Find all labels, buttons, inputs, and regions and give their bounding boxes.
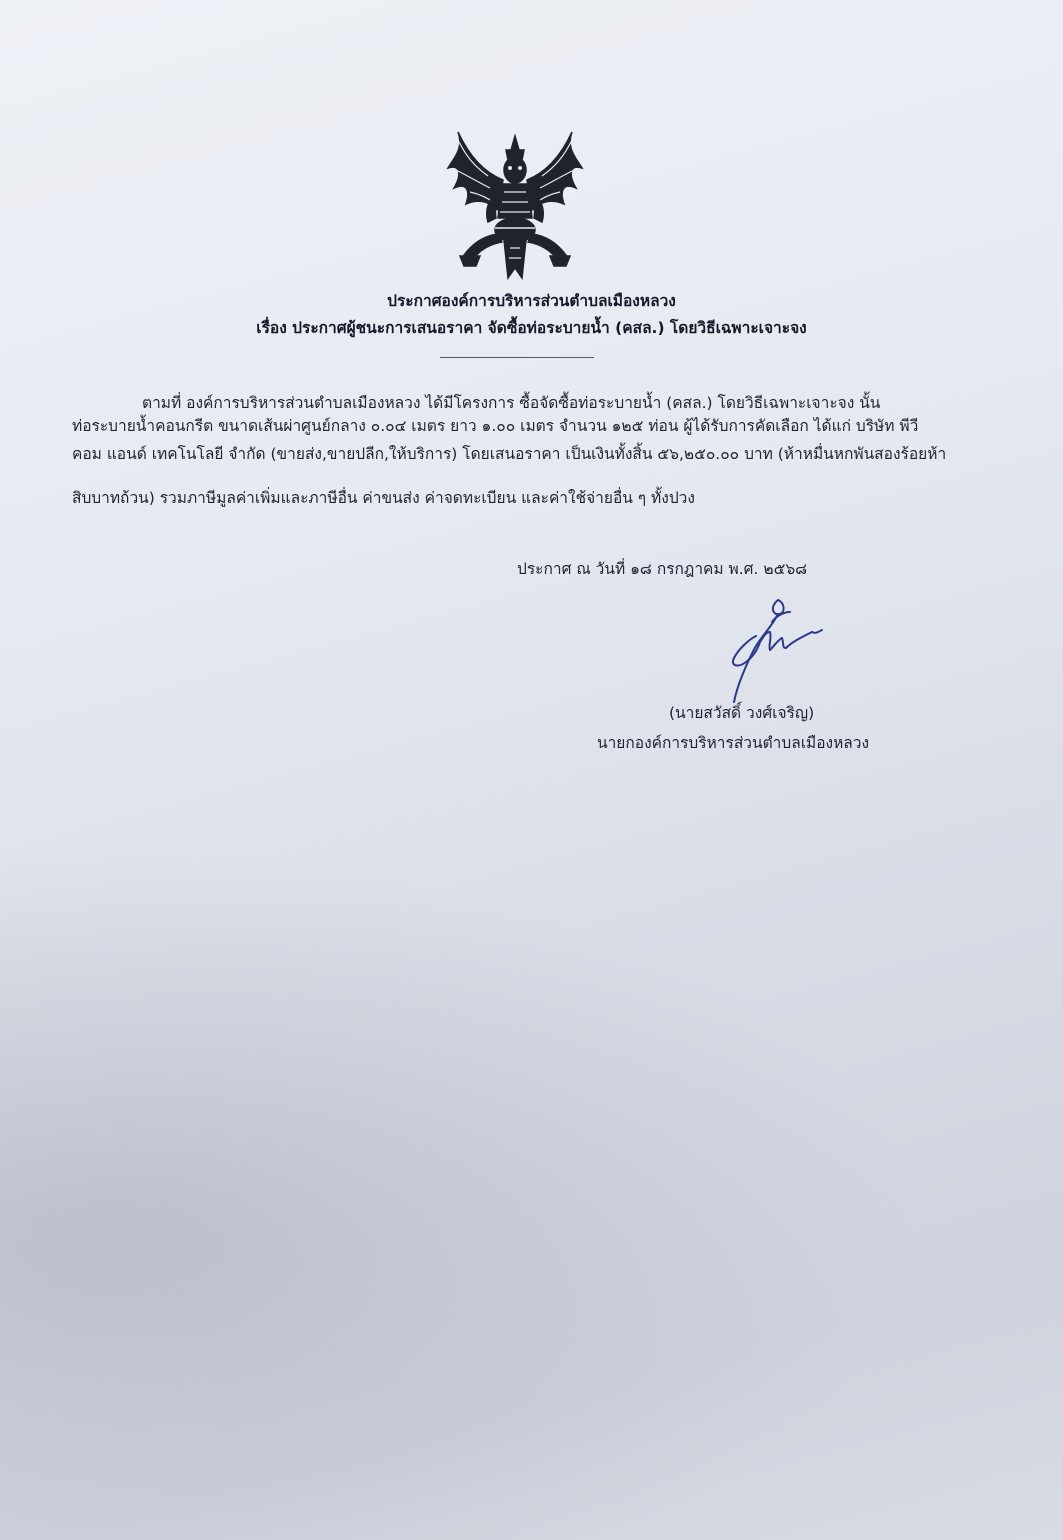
announcement-date: ประกาศ ณ วันที่ ๑๘ กรกฎาคม พ.ศ. ๒๕๖๘ (517, 560, 808, 578)
body-line-1: ตามที่ องค์การบริหารส่วนตำบลเมืองหลวง ได้มีโครงการ ซื้อจัดซื้อท่อระบายน้ำ (คสล.) โดยวิธีเฉพาะเจาะจง นั้น (142, 394, 881, 412)
body-line-4: สิบบาทถ้วน) รวมภาษีมูลค่าเพิ่มและภาษีอื่น ค่าขนส่ง ค่าจดทะเบียน และค่าใช้จ่ายอื่น ๆ ทั้งปวง (72, 489, 695, 507)
announcement-title: ประกาศองค์การบริหารส่วนตำบลเมืองหลวง (387, 292, 676, 310)
garuda-emblem-icon (440, 118, 590, 283)
handwritten-signature-icon (700, 592, 840, 707)
body-line-3: คอม แอนด์ เทคโนโลยี จำกัด (ขายส่ง,ขายปลีก,ให้บริการ) โดยเสนอราคา เป็นเงินทั้งสิ้น ๕๖,๒๕๐.๐๐ บาท (ห้าหมื่นหกพันสองร้อยห้า (72, 445, 947, 463)
announcement-subject: เรื่อง ประกาศผู้ชนะการเสนอราคา จัดซื้อท่อระบายน้ำ (คสล.) โดยวิธีเฉพาะเจาะจง (256, 319, 807, 337)
body-line-2: ท่อระบายน้ำคอนกรีต ขนาดเส้นผ่าศูนย์กลาง ๐.๐๔ เมตร ยาว ๑.๐๐ เมตร จำนวน ๑๒๕ ท่อน ผู้ได้รับการคัดเลือก ได้แก่ บริษัท พีวี (72, 417, 919, 435)
signatory-position: นายกองค์การบริหารส่วนตำบลเมืองหลวง (597, 734, 870, 752)
title-divider (440, 357, 594, 358)
signatory-name: (นายสวัสดิ์ วงศ์เจริญ) (669, 704, 815, 722)
paper-shadow (0, 780, 1063, 1540)
